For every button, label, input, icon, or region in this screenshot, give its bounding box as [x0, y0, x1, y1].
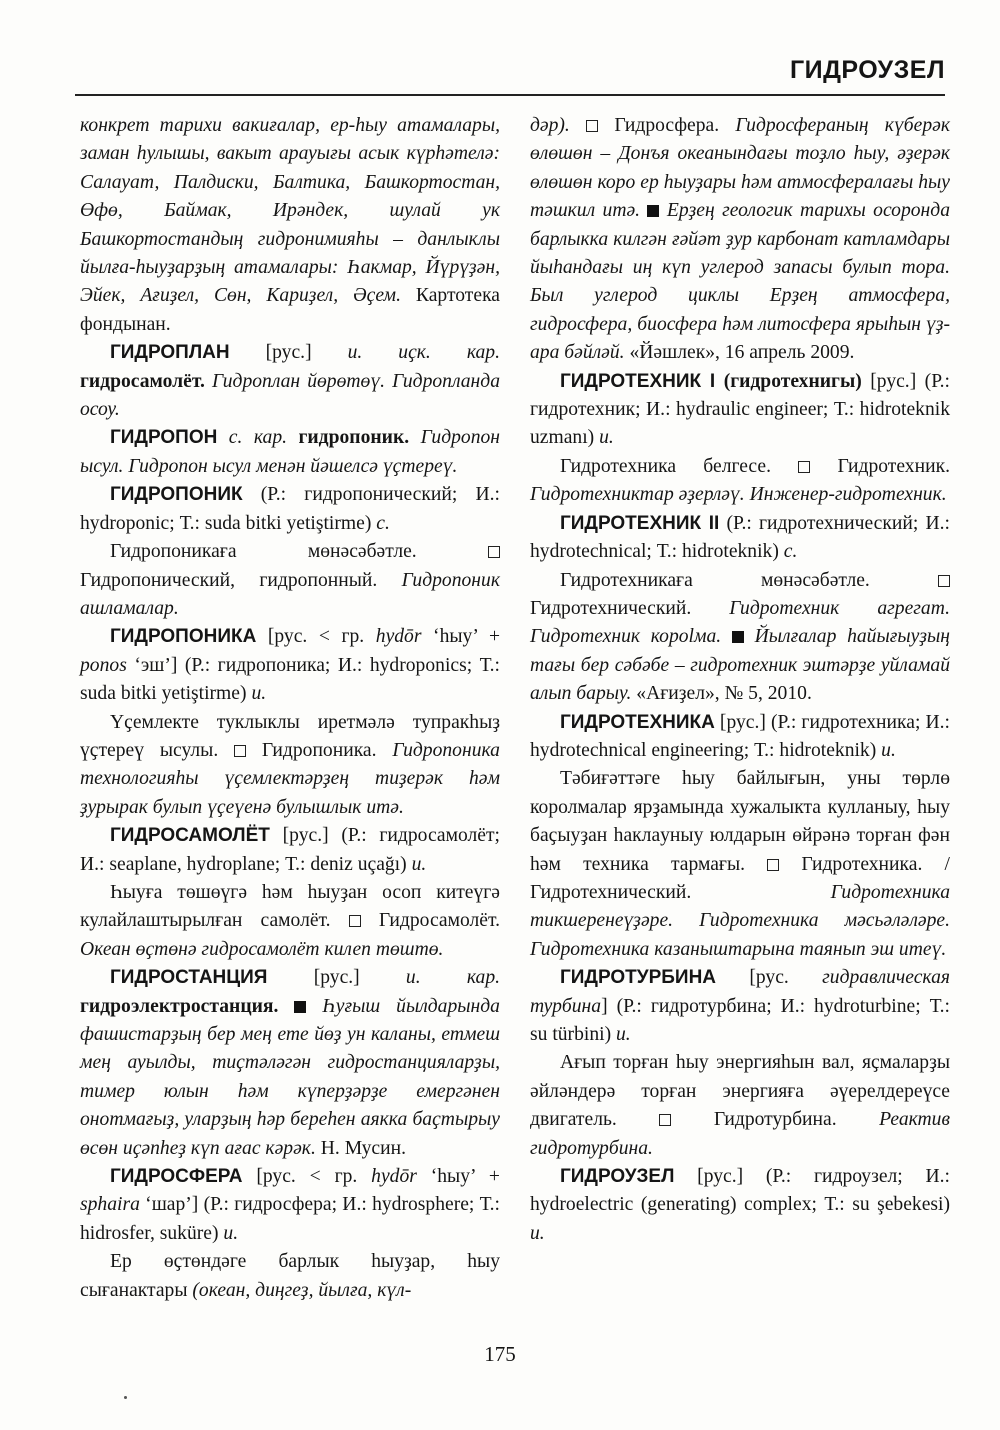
- entry-gidroponik: [80, 481, 500, 538]
- definition: Гидропоникаға мөнәсәбәтле.: [110, 541, 417, 563]
- equivalents: [рус.] (Р.: гидроузел; И.: hydroelectric (generating) complex; Т.: su şebekesi): [530, 1166, 950, 1216]
- gloss: ‘эш’]: [134, 654, 178, 676]
- example-text: Гидротехниктар әҙерләү. Инженер-гидротехник.: [530, 484, 947, 506]
- example-text: Һуғыш йылдарында фашистарҙың бер мең ете йөҙ ун каланы, етмеш мең ауылды, тиҫтәләгән гидростанцияларҙы, тимер юлын һәм күперҙәрҙе емергәнен онотмағыҙ, уларҙың һәр береһен аякка баҫтырыу өсөн иҫәпһеҙ күп ағас кәрәк.: [80, 995, 500, 1159]
- print-speck: [124, 1396, 127, 1399]
- source-note: «Ағиҙел», № 5, 2010.: [636, 683, 812, 705]
- gloss: ‘шар’]: [145, 1194, 199, 1216]
- part-of-speech: и.: [616, 1024, 631, 1045]
- grammar-label: и. иҫк. кар.: [347, 342, 500, 364]
- russian-equivalent: Гидротурбина.: [713, 1109, 837, 1131]
- russian-equivalent: Гидросамолёт.: [378, 910, 500, 932]
- entry-gidropon: [80, 424, 500, 481]
- entry-gidrosfera-cont: [530, 112, 950, 368]
- equivalents: (Р.: гидропоника; И.: hydroponics; Т.: suda bitki yetiştirme): [80, 654, 500, 705]
- entry-gidroponik-def: [80, 538, 500, 623]
- definition: Тәбиғәттәге һыу байлығын, уны төрлө королмалар ярҙамында хужалыкта кулланыу, һыу баҫыуҙан һаклаyныу юлдарын өйрәнә торған фән һәм техника тармағы.: [530, 768, 950, 875]
- square-icon: [349, 915, 361, 927]
- definition-italic: (океан, диңгеҙ, йылға, күл-: [192, 1279, 412, 1301]
- entry-continuation: [80, 112, 500, 339]
- example-text: конкрет тарихи вакиғалар, ер-һыу атамалары, заман һулышы, вакыт арауығы асык күрһәтелә: Салауат, Палдиски, Балтика, Башкортостан, Өфө, Баймак, Ирәндек, шулай ук Башкортостандың гидронимияһы – данлыклы йылға-һыуҙарҙың атамалары: Һакмар, Йүрүҙән, Эйек, Ағиҙел, Сөн, Кариҙел, Әҫем.: [80, 115, 500, 307]
- black-square-icon: [294, 1001, 306, 1013]
- cross-reference: гидропоник.: [298, 427, 410, 449]
- headword: ГИДРОУЗЕЛ: [560, 1166, 675, 1188]
- headword: ГИДРОТЕХНИК I: [560, 370, 716, 392]
- etymon: hydōr: [375, 626, 422, 648]
- origin: [рус. < гр.: [256, 1166, 358, 1188]
- definition-italic: дәр).: [530, 115, 570, 136]
- headword: ГИДРОПОН: [110, 427, 218, 449]
- headword: ГИДРОТЕХНИК II: [560, 512, 720, 534]
- example-text: Гидропоник ашламалар.: [80, 569, 500, 619]
- entry-gidroplan: [80, 339, 500, 424]
- square-icon: [488, 546, 500, 558]
- quotation: Йылғалар һайығыуҙың тағы бер сәбәбе – гидротехник эштәрҙе уйламай алып барыу.: [530, 626, 950, 705]
- inflected-form: (гидротехнигы): [723, 370, 862, 392]
- russian-equivalent: Гидросфера.: [614, 115, 720, 136]
- headword: ГИДРОТЕХНИКА: [560, 711, 715, 733]
- definition: Ер өҫтөндәге барлык һыуҙар, һыу сығанактары: [80, 1251, 500, 1301]
- equivalents: (Р.: гидросамолёт; И.: seaplane, hydroplane; Т.: deniz uçağı): [80, 825, 500, 875]
- headword: ГИДРОСФЕРА: [110, 1166, 243, 1188]
- part-of-speech: и.: [251, 683, 267, 705]
- square-icon: [234, 745, 246, 757]
- headword: ГИДРОПОНИКА: [110, 626, 257, 648]
- gloss: ‘һыу’ +: [430, 1166, 500, 1188]
- example-text: Океан өҫтөнә гидросамолёт килеп төштө.: [80, 938, 444, 960]
- headword: ГИДРОСАМОЛЁТ: [110, 825, 270, 847]
- example-text: Гидротехник агрегат. Гидротехник корolма.: [530, 597, 950, 648]
- equivalents: (Р.: гидротурбина; И.: hydroturbine; Т.: su türbini): [530, 995, 950, 1045]
- cross-reference: гидроэлектростанция.: [80, 995, 279, 1017]
- black-square-icon: [647, 205, 659, 217]
- entry-gidrosfera: [80, 1163, 500, 1248]
- russian-equivalent: Гидропонический, гидропонный.: [80, 569, 378, 591]
- origin: [рус.]: [313, 967, 360, 989]
- equivalents: (Р.: гидропонический; И.: hydroponic; Т.: suda bitki yetiştirme): [80, 484, 500, 534]
- author: Н. Мусин.: [320, 1137, 406, 1159]
- equivalents: (Р.: гидротехника; И.: hydrotechnical engineering; Т.: hidroteknik): [530, 711, 950, 761]
- right-column: [530, 112, 950, 1248]
- russian-equivalent: Гидропоника.: [261, 739, 377, 761]
- example-text: Гидроплан йөрөтөү. Гидропланда осоу.: [80, 370, 500, 421]
- definition: Һыуға төшөүгә һәм һыуҙан осоп китеүгә кулайлаштырылған самолёт.: [80, 881, 500, 932]
- origin: [рус.: [749, 967, 789, 989]
- source-note: «Йәшлек», 16 апрель 2009.: [629, 342, 855, 364]
- definition: Гидротехникаға мөнәсәбәтле.: [560, 569, 870, 591]
- equivalents: [рус.] (Р.: гидротехник; И.: hydraulic engineer; Т.: hidroteknik uzmanı): [530, 370, 951, 449]
- origin-close: ]: [601, 995, 608, 1017]
- example-text: Гидропоника технологияһы үҫемлектәрҙең тиҙерәк һәм ҙурырак булып үҫеүенә булышлык итә.: [80, 739, 500, 818]
- etymon: sphaira: [80, 1194, 140, 1216]
- russian-equivalent: Гидротехника. / Гидротехнический.: [530, 853, 950, 903]
- definition: Үҫемлекте туклыклы иретмәлә тупракһыҙ үҫтереү ысулы.: [80, 711, 500, 761]
- etymon: hydōr: [371, 1166, 417, 1188]
- entry-gidrotekhnik-2: [530, 510, 950, 567]
- entry-gidrouzel: [530, 1163, 950, 1248]
- grammar-label: с. кар.: [228, 427, 288, 449]
- part-of-speech: и.: [881, 739, 896, 761]
- entry-gidrosamolet: [80, 822, 500, 879]
- part-of-speech: с.: [376, 512, 390, 534]
- part-of-speech: и.: [223, 1222, 239, 1244]
- russian-equivalent: Гидротехнический.: [530, 597, 692, 619]
- entry-gidrosamolet-def: [80, 879, 500, 964]
- entry-gidroponika-def: [80, 709, 500, 823]
- example-text: Гидропон ысул. Гидропон ысул менән йәшелсә үҫтереү.: [80, 427, 501, 477]
- headword: ГИДРОПЛАН: [110, 342, 230, 364]
- entry-gidrotekhnika: [530, 709, 950, 766]
- square-icon: [659, 1114, 671, 1126]
- example-text: Реактив гидротурбина.: [530, 1109, 950, 1159]
- headword: ГИДРОТУРБИНА: [560, 967, 717, 989]
- part-of-speech: с.: [783, 541, 798, 563]
- origin: [рус. < гр.: [267, 626, 365, 648]
- left-column: [80, 112, 500, 1305]
- entry-gidroturbina-def: [530, 1049, 950, 1163]
- cross-reference: гидросамолёт.: [80, 370, 205, 392]
- square-icon: [938, 575, 950, 587]
- square-icon: [798, 461, 810, 473]
- part-of-speech: и.: [411, 853, 427, 875]
- headword: ГИДРОПОНИК: [110, 484, 243, 506]
- entry-gidrotekhnik-2-def: [530, 567, 950, 709]
- page-header: [75, 52, 945, 96]
- entry-gidrosfera-def: [80, 1248, 500, 1305]
- equivalents: (Р.: гидросфера; И.: hydrosphere; Т.: hidrosfer, suküre): [80, 1194, 500, 1244]
- example-text: Ерҙең геологик тарихы осоронда барлыкка килгән ғәйәт ҙур карбонат катламдары йыһандағы иң күп углерод запасы булып тора. Был углерод циклы Ерҙең атмосфера, гидросфера, биосфера һәм литосфера ярыһын үҙ-ара бәйләй.: [530, 200, 950, 364]
- black-square-icon: [732, 631, 744, 643]
- etymon: ponos: [80, 654, 127, 676]
- entry-gidroturbina: [530, 964, 950, 1049]
- example-text: Гидротехника тикшеренеүҙәре. Гидротехника мәсьәләләре. Гидротехника казаныштарына таянып эш итеү.: [530, 881, 950, 960]
- part-of-speech: и.: [599, 427, 614, 449]
- source-note: Картотека фондынан.: [80, 285, 500, 335]
- equivalents: (Р.: гидротехнический; И.: hydrotechnical; Т.: hidroteknik): [530, 512, 950, 563]
- origin: [рус.]: [719, 711, 766, 733]
- entry-gidroponika: [80, 623, 500, 708]
- grammar-label: и. кар.: [405, 967, 501, 989]
- entry-gidrotekhnika-def: [530, 765, 950, 964]
- entry-gidrotekhnik-1-def: [530, 453, 950, 510]
- entry-gidrostantsiya: [80, 964, 500, 1163]
- square-icon: [586, 120, 598, 132]
- origin: [рус.]: [265, 342, 312, 364]
- origin-italic: гидравлическая турбина: [530, 967, 950, 1017]
- running-head: ГИДРОУЗЕЛ: [789, 56, 945, 84]
- part-of-speech: и.: [530, 1222, 545, 1244]
- definition: Гидротехника белгесе.: [560, 455, 771, 477]
- page-number: 175: [484, 1342, 516, 1366]
- origin: [рус.]: [282, 825, 329, 847]
- definition: Ағып торған һыу энергияһын вал, яҫмаларҙы әйләндерә торған энергияға әүерелдереүсе двигатель.: [530, 1052, 950, 1131]
- example-text: Гидросфераның күберәк өлөшөн – Донъя океанындағы тоҙло һыу, әҙерәк өлөшөн коро ер һыуҙары һәм атмосфералағы һыу тәшкил итә.: [530, 115, 950, 222]
- entry-gidrotekhnik-1: [530, 368, 950, 453]
- headword: ГИДРОСТАНЦИЯ: [110, 967, 268, 989]
- gloss: ‘һыу’ +: [433, 626, 500, 648]
- russian-equivalent: Гидротехник.: [837, 455, 950, 477]
- square-icon: [767, 859, 779, 871]
